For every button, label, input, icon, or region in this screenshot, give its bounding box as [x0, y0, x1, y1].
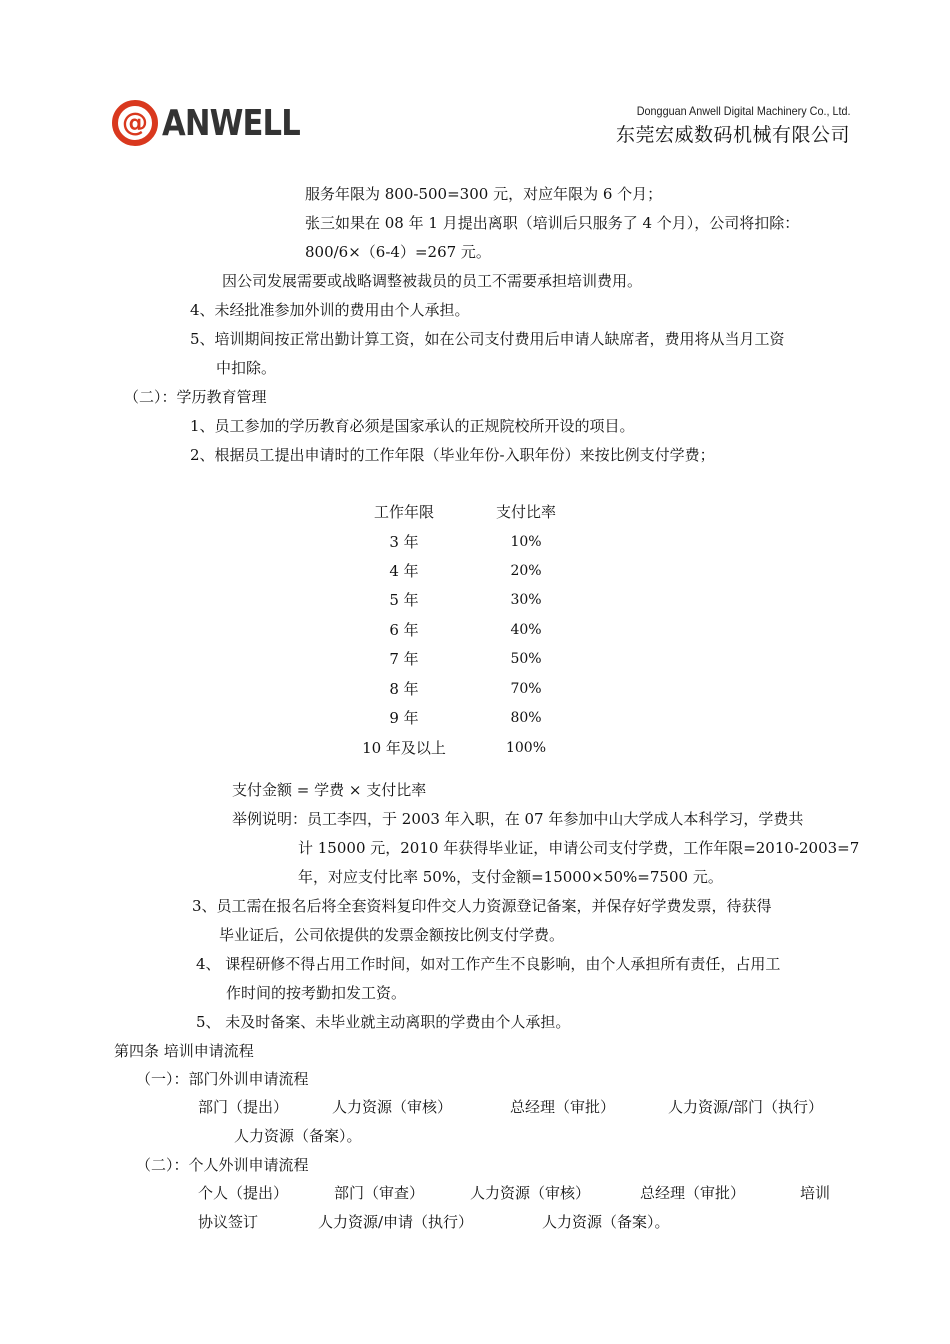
logo-wordmark: ANWELL: [162, 102, 300, 144]
flow-step: 部门（提出）: [198, 1098, 289, 1116]
table-header: 支付比率: [495, 503, 556, 521]
flow-step: 协议签订: [198, 1213, 259, 1231]
flow-step: 人力资源（审核）: [332, 1098, 453, 1116]
table-cell: 50%: [510, 651, 542, 667]
text-line: 毕业证后，公司依提供的发票金额按比例支付学费。: [219, 926, 565, 944]
section-heading: （二）：个人外训申请流程: [136, 1156, 309, 1174]
table-cell: 5 年: [389, 591, 419, 609]
flow-step: 人力资源（备案）。: [542, 1213, 670, 1231]
text-line: 1、员工参加的学历教育必须是国家承认的正规院校所开设的项目。: [190, 417, 635, 435]
company-name-en: Dongguan Anwell Digital Machinery Co., Ltd.: [636, 104, 850, 118]
text-line: 计 15000 元，2010 年获得毕业证，申请公司支付学费，工作年限=2010-2003=7: [298, 839, 860, 857]
text-line: 5、 未及时备案、未毕业就主动离职的学费由个人承担。: [196, 1013, 571, 1031]
company-name-cn: 东莞宏威数码机械有限公司: [615, 124, 850, 146]
table-cell: 10 年及以上: [362, 739, 446, 757]
text-line: 4、未经批准参加外训的费用由个人承担。: [190, 301, 470, 319]
table-cell: 20%: [510, 563, 542, 579]
table-cell: 3 年: [389, 533, 419, 551]
table-cell: 7 年: [389, 650, 419, 668]
flow-step: 总经理（审批）: [640, 1184, 746, 1202]
article-heading: 第四条 培训申请流程: [114, 1042, 254, 1060]
flow-step: 个人（提出）: [198, 1184, 289, 1202]
table-cell: 80%: [510, 710, 542, 726]
flow-step: 部门（审查）: [334, 1184, 425, 1202]
table-cell: 40%: [510, 622, 542, 638]
text-line: 张三如果在 08 年 1 月提出离职（培训后只服务了 4 个月），公司将扣除：: [305, 214, 800, 232]
flow-step: 人力资源（备案）。: [234, 1127, 362, 1145]
table-cell: 9 年: [389, 709, 419, 727]
table-cell: 6 年: [389, 621, 419, 639]
table-cell: 10%: [510, 534, 542, 550]
text-line: 服务年限为 800-500=300 元，对应年限为 6 个月；: [305, 185, 663, 203]
text-line: 4、 课程研修不得占用工作时间，如对工作产生不良影响，由个人承担所有责任，占用工: [196, 955, 781, 973]
flow-step: 人力资源（审核）: [470, 1184, 591, 1202]
table-cell: 30%: [510, 592, 542, 608]
section-heading: （二）：学历教育管理: [124, 388, 267, 406]
section-heading: （一）：部门外训申请流程: [136, 1070, 309, 1088]
text-line: 因公司发展需要或战略调整被裁员的员工不需要承担培训费用。: [222, 272, 643, 290]
text-line: 800/6×（6-4）=267 元。: [305, 243, 491, 261]
text-line: 3、员工需在报名后将全套资料复印件交人力资源登记备案，并保存好学费发票，待获得: [192, 897, 772, 915]
formula-line: 支付金额 = 学费 × 支付比率: [232, 781, 427, 799]
logo-at-icon: @: [112, 100, 158, 146]
table-cell: 70%: [510, 681, 542, 697]
table-cell: 8 年: [389, 680, 419, 698]
text-line: 举例说明：员工李四，于 2003 年入职，在 07 年参加中山大学成人本科学习，学费共: [232, 810, 804, 828]
text-line: 5、培训期间按正常出勤计算工资，如在公司支付费用后申请人缺席者，费用将从当月工资: [190, 330, 785, 348]
company-header: [613, 104, 850, 147]
flow-step: 总经理（审批）: [510, 1098, 616, 1116]
table-cell: 100%: [505, 740, 547, 756]
table-header: 工作年限: [373, 503, 434, 521]
flow-step: 人力资源/部门（执行）: [668, 1098, 824, 1116]
text-line: 中扣除。: [216, 359, 277, 377]
text-line: 作时间的按考勤扣发工资。: [226, 984, 407, 1002]
flow-step: 培训: [800, 1184, 831, 1202]
text-line: 2、根据员工提出申请时的工作年限（毕业年份-入职年份）来按比例支付学费；: [190, 446, 715, 464]
header-logo: [112, 98, 324, 148]
text-line: 年，对应支付比率 50%，支付金额=15000×50%=7500 元。: [298, 868, 723, 886]
flow-step: 人力资源/申请（执行）: [318, 1213, 474, 1231]
table-cell: 4 年: [389, 562, 419, 580]
